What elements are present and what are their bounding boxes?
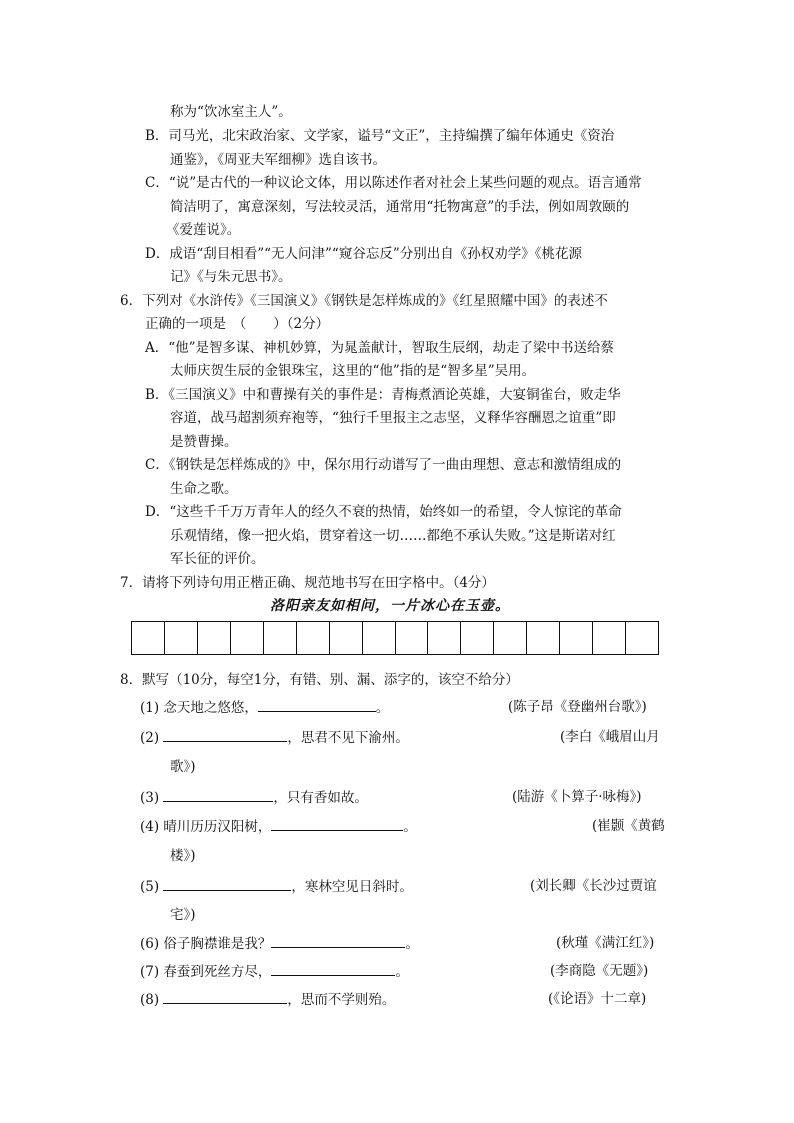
answer-blank[interactable] (271, 933, 405, 948)
dictation-item: (4) 晴川历历汉阳树， 。 (140, 816, 417, 837)
source-citation: (李商隐《无题》) (550, 963, 649, 979)
q6-option-d-cont: 乐观情绪，像一把火焰，贯穿着这一切……都绝不承认失败。”这是斯诺对红 (170, 528, 616, 544)
q6-option-a: A．“他”是智多谋、神机妙算，为晁盖献计，智取生辰纲，劫走了梁中书送给蔡 (145, 340, 615, 356)
q5-option-b: B．司马光，北宋政治家、文学家，谥号“文正”，主持编撰了编年体通史《资治 (145, 128, 615, 144)
dictation-item: (2) ，思君不见下渝州。 (140, 727, 409, 748)
dictation-item: (6) 俗子胸襟谁是我？ 。 (140, 933, 419, 954)
source-citation: (陈子昂《登幽州台歌》) (508, 699, 647, 715)
source-citation-cont: 楼》) (170, 848, 196, 864)
answer-blank[interactable] (271, 816, 403, 831)
source-citation: (刘长卿《长沙过贾谊 (530, 878, 657, 894)
q6-option-c-cont: 生命之歌。 (170, 481, 238, 497)
answer-blank[interactable] (163, 989, 287, 1004)
source-citation-cont: 歌》) (170, 759, 196, 775)
q5-option-c: C．“说”是古代的一种议论文体，用以陈述作者对社会上某些问题的观点。语言通常 (145, 175, 642, 191)
answer-blank[interactable] (258, 697, 376, 712)
answer-blank[interactable] (163, 787, 273, 802)
grid-cell[interactable] (363, 622, 396, 654)
grid-cell[interactable] (132, 622, 165, 654)
source-citation: (《论语》十二章) (548, 991, 647, 1007)
q7-stem: 7．请将下列诗句用正楷正确、规范地书写在田字格中。（4分） (120, 575, 495, 591)
q6-option-d-cont2: 军长征的评价。 (170, 551, 265, 567)
q5-option-d: D．成语“刮目相看”“无人问津”“窥谷忘反”分别出自《孙权劝学》《桃花源 (145, 246, 582, 262)
q6-stem-cont: 正确的一项是 （ ）（2分） (145, 316, 330, 332)
q6-option-b-cont2: 是赞曹操。 (170, 434, 238, 450)
q5-option-c-cont: 简洁明了，寓意深刻，写法较灵活，通常用“托物寓意”的手法，例如周敦颐的 (170, 199, 630, 215)
grid-cell[interactable] (560, 622, 593, 654)
q6-stem: 6．下列对《水浒传》《三国演义》《钢铁是怎样炼成的》《红星照耀中国》的表述不 (120, 293, 608, 309)
q6-option-c: C．《钢铁是怎样炼成的》中，保尔用行动谱写了一曲由理想、意志和激情组成的 (145, 457, 622, 473)
source-citation: (秋瑾《满江红》) (556, 935, 655, 951)
answer-blank[interactable] (163, 876, 291, 891)
grid-cell[interactable] (527, 622, 560, 654)
answer-blank[interactable] (163, 727, 287, 742)
grid-cell[interactable] (494, 622, 527, 654)
grid-cell[interactable] (626, 622, 658, 654)
grid-cell[interactable] (330, 622, 363, 654)
source-citation: (陆游《卜算子·咏梅》) (512, 789, 642, 805)
source-citation: (崔颢《黄鹤 (592, 818, 665, 834)
dictation-item: (1) 念天地之悠悠， 。 (140, 697, 389, 718)
q6-option-b-cont: 容道，战马超割须弃袍等，“独行千里报主之志坚，义释华容酬恩之谊重”即 (170, 410, 616, 426)
grid-cell[interactable] (593, 622, 626, 654)
q6-option-a-cont: 太师庆贺生辰的金银珠宝，这里的“他”指的是“智多星”吴用。 (170, 363, 536, 379)
grid-cell[interactable] (198, 622, 231, 654)
q5-option-d-cont: 记》《与朱元思书》。 (170, 269, 292, 285)
source-citation: (李白《峨眉山月 (560, 729, 660, 745)
q8-stem: 8．默写（10分，每空1分，有错、别、漏、添字的，该空不给分） (120, 672, 519, 688)
q6-option-d: D．“这些千千万万青年人的经久不衰的热情，始终如一的希望，令人惊诧的革命 (145, 504, 622, 520)
q5-line: 称为“饮冰室主人”。 (170, 104, 292, 120)
grid-cell[interactable] (396, 622, 429, 654)
q6-option-b: B．《三国演义》中和曹操有关的事件是：青梅煮酒论英雄，大宴铜雀台，败走华 (145, 387, 621, 403)
q7-poem: 洛阳亲友如相问，一片冰心在玉壶。 (270, 598, 510, 614)
grid-cell[interactable] (165, 622, 198, 654)
source-citation-cont: 宅》) (170, 907, 196, 923)
q5-option-c-cont2: 《爱莲说》。 (166, 222, 241, 238)
dictation-item: (8) ，思而不学则殆。 (140, 989, 395, 1010)
dictation-item: (5) ，寒林空见日斜时。 (140, 876, 413, 897)
q5-option-b-cont: 通鉴》，《周亚夫军细柳》选自该书。 (170, 152, 386, 168)
grid-cell[interactable] (231, 622, 264, 654)
grid-cell[interactable] (297, 622, 330, 654)
answer-blank[interactable] (271, 961, 395, 976)
grid-cell[interactable] (264, 622, 297, 654)
tianzige-grid[interactable] (131, 621, 659, 655)
dictation-item: (3) ，只有香如故。 (140, 787, 368, 808)
dictation-item: (7) 春蚕到死丝方尽， 。 (140, 961, 409, 982)
grid-cell[interactable] (428, 622, 461, 654)
grid-cell[interactable] (461, 622, 494, 654)
